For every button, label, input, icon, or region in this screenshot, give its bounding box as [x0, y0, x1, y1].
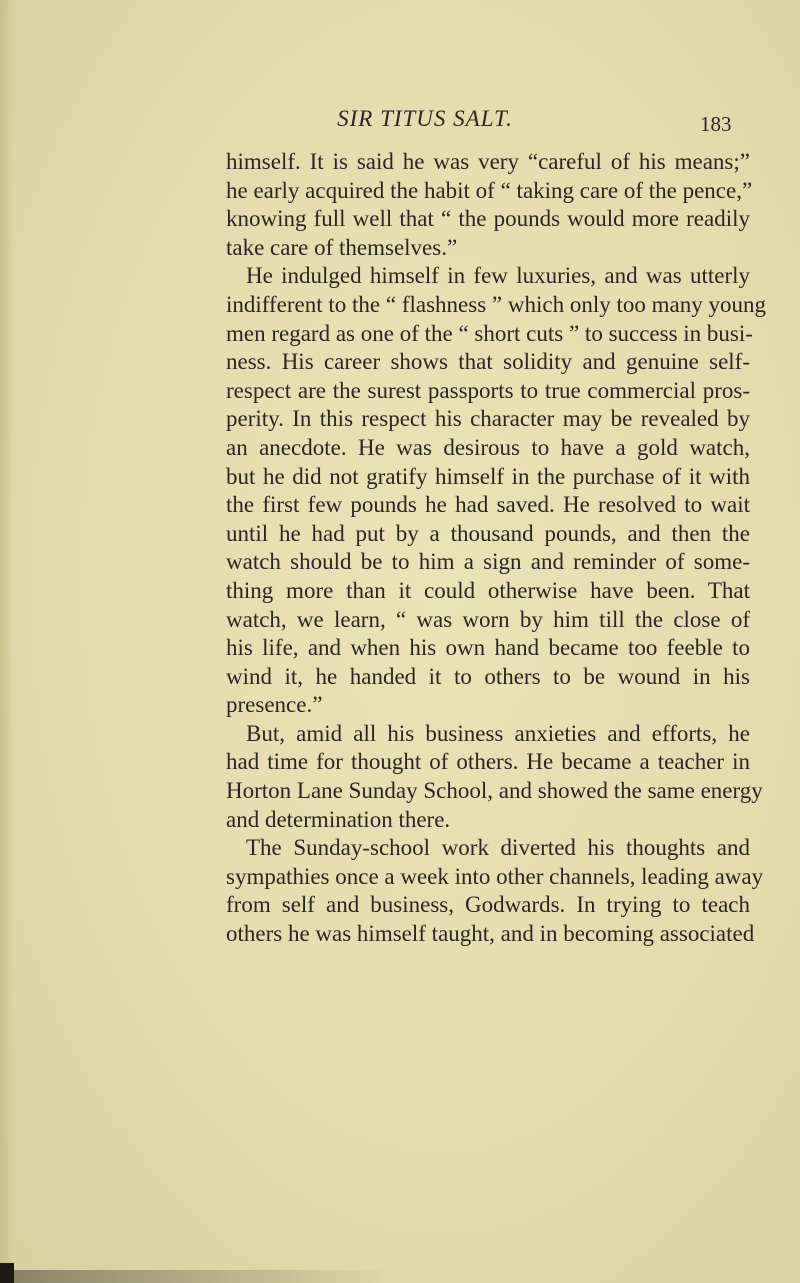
text-line: watch, we learn, “ was worn by him till the close of — [226, 606, 750, 632]
text-line: watch should be to him a sign and reminder of some- — [226, 549, 750, 575]
text-line: take care of themselves.” — [226, 234, 458, 260]
text-line: until he had put by a thousand pounds, and then the — [226, 520, 750, 546]
scan-artifact — [0, 1263, 14, 1283]
text-line: Horton Lane Sunday School, and showed the same energy — [226, 778, 763, 804]
text-line: The Sunday-school work diverted his thoughts and — [246, 835, 750, 861]
text-line: from self and business, Godwards. In trying to teach — [226, 892, 750, 918]
text-line: sympathies once a week into other channels, leading away — [226, 863, 764, 889]
text-line: but he did not gratify himself in the purchase of it with — [226, 463, 750, 489]
text-line: perity. In this respect his character may be revealed by — [226, 406, 750, 432]
text-line: wind it, he handed it to others to be wound in his — [226, 663, 750, 689]
scan-artifact-shadow — [14, 1270, 394, 1283]
running-head: SIR TITUS SALT. — [337, 106, 513, 131]
text-line: respect are the surest passports to true commercial pros- — [226, 377, 750, 403]
text-line: He indulged himself in few luxuries, and was utterly — [246, 263, 750, 289]
text-line: indifferent to the “ flashness ” which only too many young — [226, 291, 766, 317]
body-text — [226, 148, 766, 949]
text-line: men regard as one of the “ short cuts ” to success in busi- — [226, 320, 753, 346]
text-line: thing more than it could otherwise have been. That — [226, 577, 750, 603]
page-edge-shadow — [0, 0, 14, 1283]
text-line: and determination there. — [226, 806, 451, 832]
text-line: his life, and when his own hand became too feeble to — [226, 635, 750, 661]
text-line: But, amid all his business anxieties and efforts, he — [246, 720, 750, 746]
page-header — [0, 106, 800, 146]
text-line: knowing full well that “ the pounds would more readily — [226, 206, 750, 232]
text-line: presence.” — [226, 692, 323, 718]
text-line: the first few pounds he had saved. He resolved to wait — [226, 492, 750, 518]
text-line: himself. It is said he was very “careful of his means;” — [226, 149, 750, 174]
text-line: ness. His career shows that solidity and genuine self- — [226, 349, 750, 375]
text-line: he early acquired the habit of “ taking care of the pence,” — [226, 177, 753, 203]
text-line: others he was himself taught, and in becoming associated — [226, 921, 755, 947]
text-line: had time for thought of others. He became a teacher in — [226, 749, 750, 775]
text-line: an anecdote. He was desirous to have a gold watch, — [226, 434, 750, 460]
page-number: 183 — [700, 112, 732, 136]
